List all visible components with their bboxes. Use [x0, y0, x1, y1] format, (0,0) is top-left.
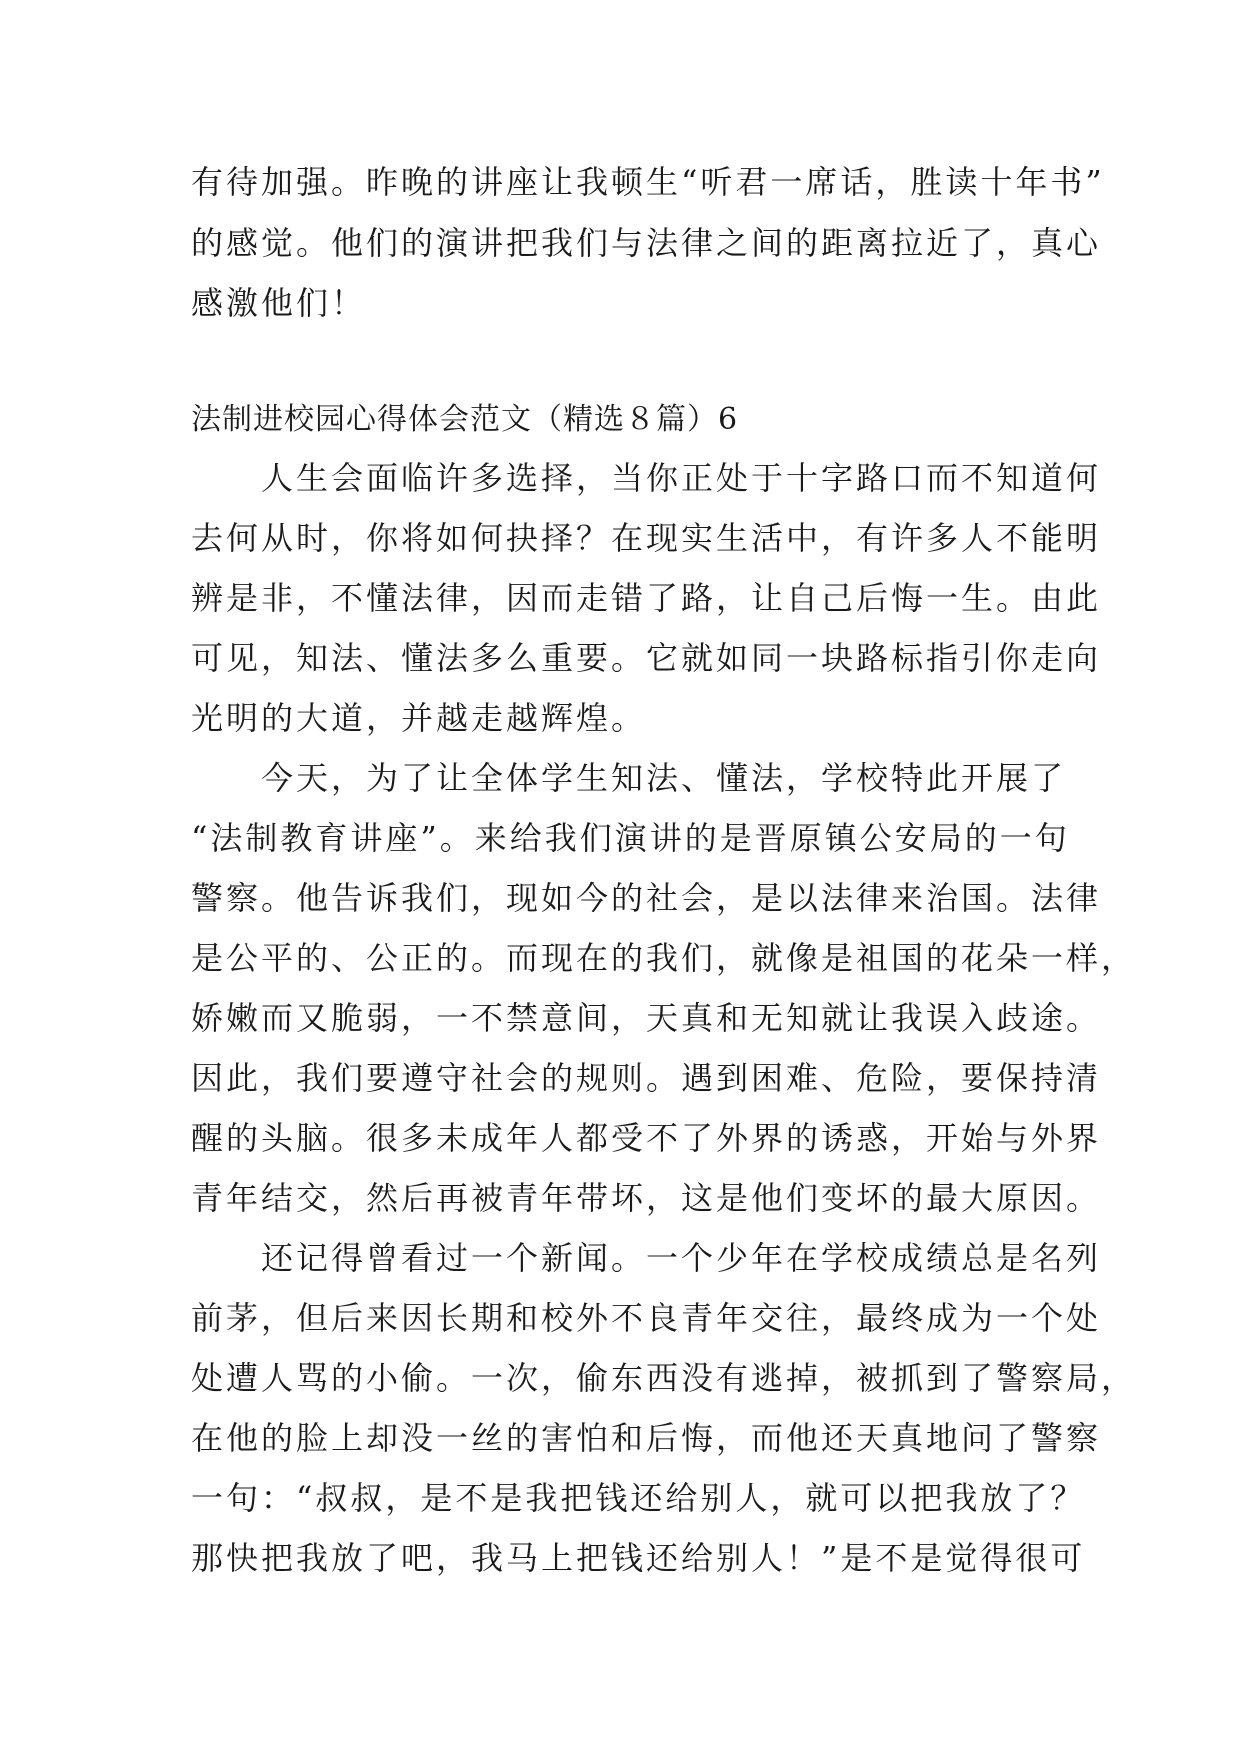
text-line: 感激他们！ — [191, 284, 367, 322]
text-line: 还记得曾看过一个新闻。一个少年在学校成绩总是名列 — [191, 1239, 1102, 1277]
section-heading: 法制进校园心得体会范文（精选８篇）6 — [191, 402, 739, 437]
text-line: 的感觉。他们的演讲把我们与法律之间的距离拉近了，真心 — [191, 224, 1102, 262]
text-line: 处遭人骂的小偷。一次，偷东西没有逃掉，被抓到了警察局， — [191, 1359, 1137, 1397]
text-line: 去何从时，你将如何抉择？在现实生活中，有许多人不能明 — [191, 519, 1102, 557]
text-line: 前茅，但后来因长期和校外不良青年交往，最终成为一个处 — [191, 1299, 1102, 1337]
text-line: 那快把我放了吧，我马上把钱还给别人！”是不是觉得很可 — [191, 1539, 1086, 1577]
text-line: 青年结交，然后再被青年带坏，这是他们变坏的最大原因。 — [191, 1179, 1102, 1217]
text-line: 今天，为了让全体学生知法、懂法，学校特此开展了 — [191, 759, 1067, 797]
text-line: 警察。他告诉我们，现如今的社会，是以法律来治国。法律 — [191, 879, 1102, 917]
text-line: 人生会面临许多选择，当你正处于十字路口而不知道何 — [191, 459, 1102, 497]
text-line: 醒的头脑。很多未成年人都受不了外界的诱惑，开始与外界 — [191, 1119, 1102, 1157]
text-line: 光明的大道，并越走越辉煌。 — [191, 699, 647, 737]
text-line: 是公平的、公正的。而现在的我们，就像是祖国的花朵一样， — [191, 939, 1137, 977]
text-line: 可见，知法、懂法多么重要。它就如同一块路标指引你走向 — [191, 639, 1102, 677]
text-line: 辨是非，不懂法律，因而走错了路，让自己后悔一生。由此 — [191, 579, 1102, 617]
text-line: 在他的脸上却没一丝的害怕和后悔，而他还天真地问了警察 — [191, 1419, 1102, 1457]
text-line: “法制教育讲座”。来给我们演讲的是晋原镇公安局的一句 — [191, 819, 1070, 857]
text-line: 一句：“叔叔，是不是我把钱还给别人，就可以把我放了？ — [191, 1479, 1086, 1517]
text-line: 有待加强。昨晚的讲座让我顿生“听君一席话，胜读十年书” — [191, 163, 1105, 201]
text-line: 娇嫩而又脆弱，一不禁意间，天真和无知就让我误入歧途。 — [191, 999, 1102, 1037]
text-line: 因此，我们要遵守社会的规则。遇到困难、危险，要保持清 — [191, 1059, 1102, 1097]
